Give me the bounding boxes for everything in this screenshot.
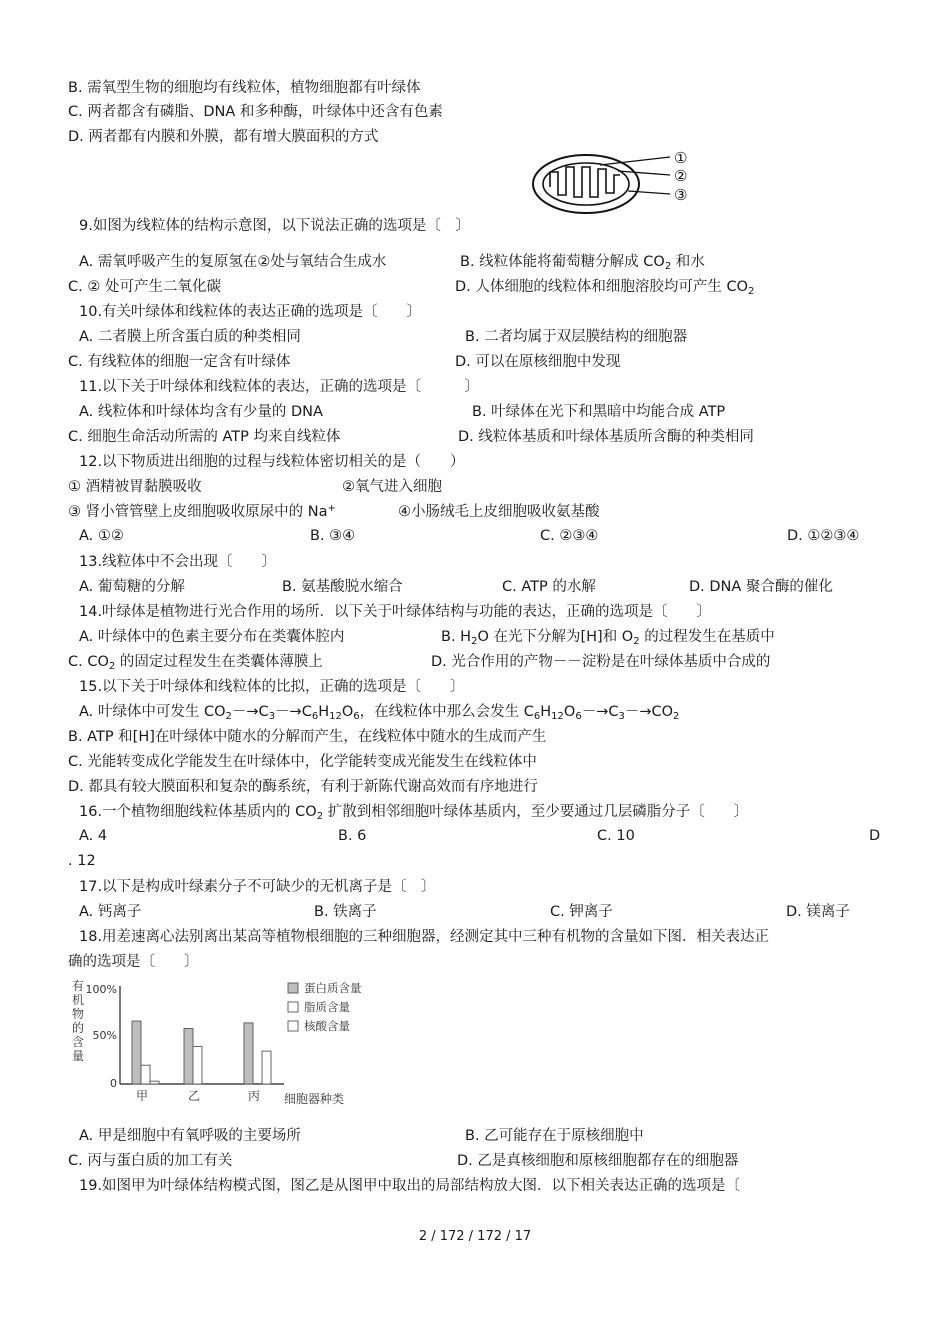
x-tick-label: 甲 [135, 1089, 149, 1103]
q17-option-a: A. 钙离子 [79, 904, 142, 920]
q12-item-2: ②氧气进入细胞 [342, 479, 442, 495]
q15-option-b: B. ATP 和[H]在叶绿体中随水的分解而产生，在线粒体中随水的生成而产生 [68, 729, 547, 745]
y-tick-label: 0 [110, 1077, 117, 1090]
bar-乙-0 [184, 1029, 193, 1084]
y-axis-label-char: 的 [71, 1021, 85, 1035]
q13-option-b: B. 氨基酸脱水缩合 [282, 579, 403, 595]
q13-stem: 13.线粒体中不会出现〔 〕 [79, 554, 277, 570]
y-axis-label-char: 物 [71, 1007, 85, 1021]
organelle-content-chart [66, 976, 386, 1112]
y-axis-label [72, 979, 84, 1063]
q17-option-b: B. 铁离子 [314, 904, 377, 920]
q16-option-a: A. 4 [79, 828, 108, 844]
q15-option-c: C. 光能转变成化学能发生在叶绿体中，化学能转变成光能发生在线粒体中 [68, 754, 537, 770]
q10-option-a: A. 二者膜上所含蛋白质的种类相同 [79, 329, 301, 345]
q17-option-d: D. 镁离子 [786, 904, 850, 920]
mito-label-1: ① [674, 149, 688, 167]
q8-option-b: B. 需氧型生物的细胞均有线粒体，植物细胞都有叶绿体 [68, 80, 421, 96]
legend-label: 核酸含量 [304, 1019, 350, 1033]
legend-label: 脂质含量 [304, 1000, 350, 1014]
q8-option-c: C. 两者都含有磷脂、DNA 和多种酶，叶绿体中还含有色素 [68, 104, 443, 120]
bar-乙-1 [193, 1046, 202, 1084]
y-axis-label-char: 量 [71, 1049, 85, 1063]
q9-option-d: D. 人体细胞的线粒体和细胞溶胶均可产生 $CO_2$ [455, 279, 755, 297]
q12-item-4: ④小肠绒毛上皮细胞吸收氨基酸 [398, 504, 600, 520]
q12-option-d: D. ①②③④ [787, 528, 860, 544]
q16-stem: 16.一个植物细胞线粒体基质内的 $CO_2$ 扩散到相邻细胞叶绿体基质内，至少要通过几层磷脂分子〔 〕 [79, 804, 749, 822]
q14-option-c: C. $CO_2$ 的固定过程发生在类囊体薄膜上 [68, 654, 323, 672]
q11-stem: 11.以下关于叶绿体和线粒体的表达，正确的选项是〔 〕 [79, 379, 480, 395]
legend-label: 蛋白质含量 [304, 981, 362, 995]
mito-label-2: ② [674, 167, 688, 185]
q11-option-a: A. 线粒体和叶绿体均含有少量的 DNA [79, 404, 323, 420]
page-number: 2 / 172 / 172 / 17 [418, 1229, 532, 1244]
q12-item-3: ③ 肾小管管壁上皮细胞吸收原尿中的 Na+ [68, 503, 336, 520]
q10-option-b: B. 二者均属于双层膜结构的细胞器 [465, 329, 688, 345]
q15-stem: 15.以下关于叶绿体和线粒体的比拟，正确的选项是〔 〕 [79, 679, 465, 695]
q18-option-a: A. 甲是细胞中有氧呼吸的主要场所 [79, 1128, 301, 1144]
q14-stem: 14.叶绿体是植物进行光合作用的场所．以下关于叶绿体结构与功能的表达，正确的选项是〔 〕 [79, 604, 712, 620]
bar-甲-1 [141, 1065, 150, 1084]
q17-stem: 17.以下是构成叶绿素分子不可缺少的无机离子是〔 〕 [79, 879, 436, 895]
q18-option-b: B. 乙可能存在于原核细胞中 [465, 1128, 644, 1144]
q19-stem: 19.如图甲为叶绿体结构模式图，图乙是从图甲中取出的局部结构放大图．以下相关表达正确的选项是〔 [79, 1178, 741, 1194]
q14-option-d: D. 光合作用的产物－－淀粉是在叶绿体基质中合成的 [431, 654, 771, 670]
x-tick-label: 乙 [187, 1089, 201, 1103]
q15-option-a: A. 叶绿体中可发生 $CO_2-\to C_3-\to C_6H_{12}O_6$，在线粒体中那么会发生 $C_6H_{12}O_6-\to C_3-\to CO_2$ [79, 704, 680, 722]
q17-option-c: C. 钾离子 [550, 904, 613, 920]
q9-option-b: B. 线粒体能将葡萄糖分解成 $CO_2$ 和水 [460, 254, 705, 272]
q9-option-a: A. 需氧呼吸产生的复原氢在②处与氧结合生成水 [79, 254, 387, 270]
q16-option-d-letter: D [869, 828, 881, 844]
legend-swatch [288, 1021, 298, 1031]
y-tick-label: 100% [85, 983, 117, 996]
mitochondrion-diagram [528, 147, 708, 217]
q18-stem-line1: 18.用差速离心法别离出某高等植物根细胞的三种细胞器，经测定其中三种有机物的含量如下图．相关表达正 [79, 929, 770, 945]
q10-stem: 10.有关叶绿体和线粒体的表达正确的选项是〔 〕 [79, 304, 422, 320]
q12-option-c: C. ②③④ [540, 528, 599, 544]
q14-option-b: B. $H_2O$ 在光下分解为[H]和 $O_2$ 的过程发生在基质中 [441, 629, 775, 647]
q13-option-a: A. 葡萄糖的分解 [79, 579, 185, 595]
bar-甲-2 [150, 1081, 159, 1084]
q18-stem-line2: 确的选项是〔 〕 [68, 954, 199, 970]
q12-item-1: ① 酒精被胃黏膜吸收 [68, 479, 202, 495]
q12-option-a: A. ①② [79, 528, 124, 544]
q13-option-d: D. DNA 聚合酶的催化 [689, 579, 833, 595]
q16-option-c: C. 10 [597, 828, 635, 844]
mito-label-3: ③ [674, 186, 688, 204]
q14-option-a: A. 叶绿体中的色素主要分布在类囊体腔内 [79, 629, 345, 645]
x-axis-label: 细胞器种类 [284, 1092, 345, 1106]
q11-option-c: C. 细胞生命活动所需的 ATP 均来自线粒体 [68, 429, 341, 445]
y-axis-label-char: 有 [71, 979, 85, 993]
bar-丙-2 [262, 1051, 271, 1084]
bar-丙-0 [244, 1023, 253, 1084]
q9-option-c: C. ② 处可产生二氧化碳 [68, 279, 221, 295]
q12-option-b: B. ③④ [310, 528, 356, 544]
q10-option-d: D. 可以在原核细胞中发现 [455, 354, 621, 370]
q11-option-d: D. 线粒体基质和叶绿体基质所含酶的种类相同 [458, 429, 754, 445]
q8-option-d: D. 两者都有内膜和外膜，都有增大膜面积的方式 [68, 129, 379, 145]
legend-swatch [288, 983, 298, 993]
y-tick-label: 50% [92, 1029, 117, 1042]
q11-option-b: B. 叶绿体在光下和黑暗中均能合成 ATP [472, 404, 726, 420]
q12-stem: 12.以下物质进出细胞的过程与线粒体密切相关的是（ ） [79, 454, 465, 470]
q18-option-c: C. 丙与蛋白质的加工有关 [68, 1153, 233, 1169]
bar-甲-0 [132, 1021, 141, 1084]
x-tick-label: 丙 [247, 1089, 261, 1103]
q16-option-d-value: . 12 [68, 853, 96, 869]
y-axis-label-char: 机 [71, 993, 85, 1007]
q16-option-b: B. 6 [338, 828, 367, 844]
legend-swatch [288, 1002, 298, 1012]
y-axis-label-char: 含 [71, 1035, 85, 1049]
q18-option-d: D. 乙是真核细胞和原核细胞都存在的细胞器 [457, 1153, 739, 1169]
q15-option-d: D. 都具有较大膜面积和复杂的酶系统，有利于新陈代谢高效而有序地进行 [68, 779, 538, 795]
q9-stem: 9.如图为线粒体的结构示意图，以下说法正确的选项是〔 〕 [79, 218, 470, 234]
q13-option-c: C. ATP 的水解 [502, 579, 596, 595]
q10-option-c: C. 有线粒体的细胞一定含有叶绿体 [68, 354, 291, 370]
